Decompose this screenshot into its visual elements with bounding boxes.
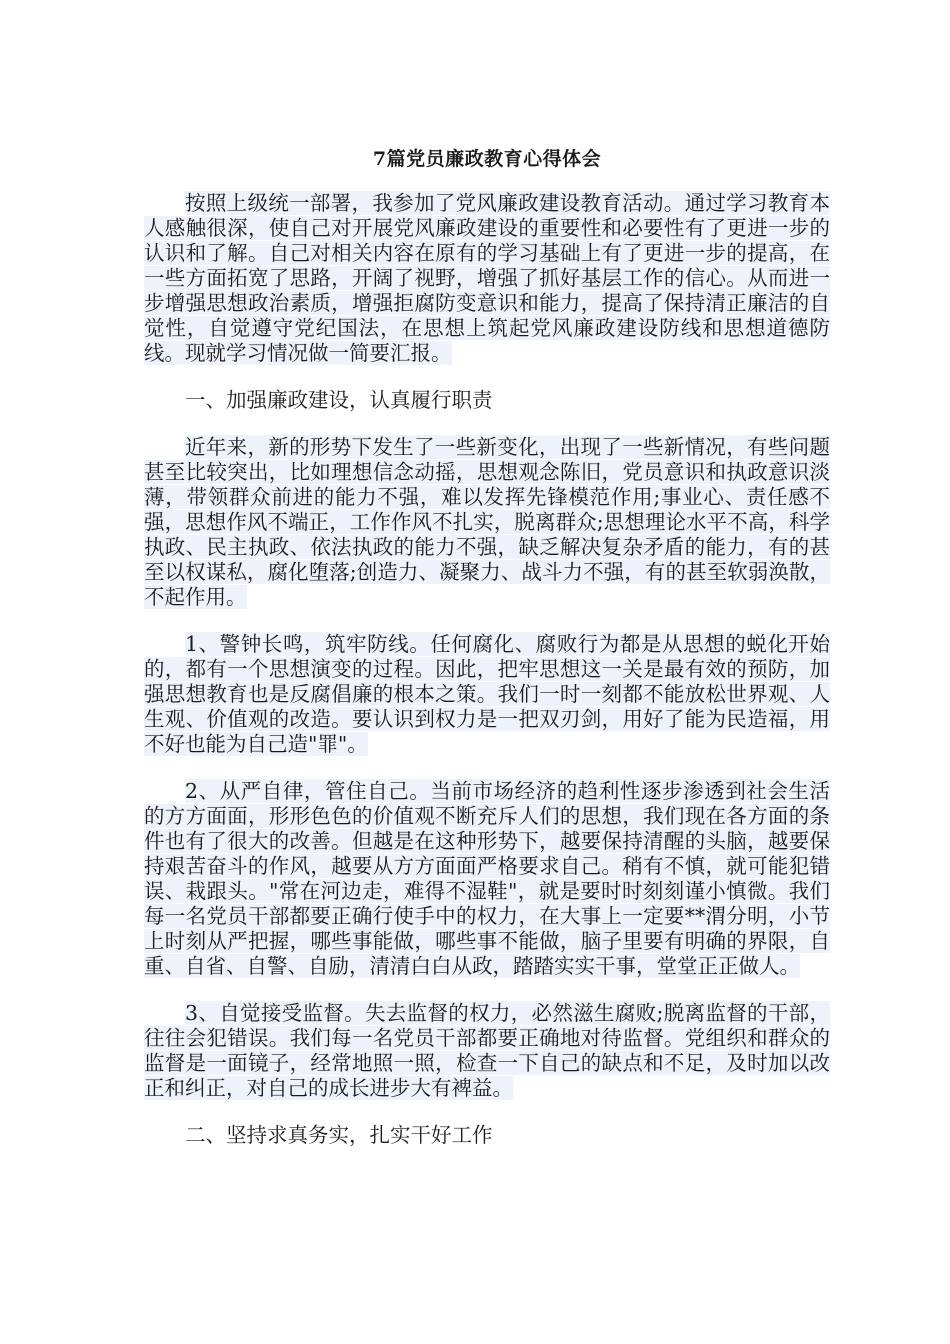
body-paragraph-1 (144, 435, 830, 610)
body-paragraph-1-text: 近年来，新的形势下发生了一些新变化，出现了一些新情况，有些问题甚至比较突出，比如理想信念动摇，思想观念陈旧，党员意识和执政意识淡薄，带领群众前进的能力不强，难以发挥先锋模范作用;事业心、责任感不强，思想作风不端正，工作作风不扎实，脱离群众;思想理论水平不高，科学执政、民主执政、依法执政的能力不强，缺乏解决复杂矛盾的能力，有的甚至以权谋私，腐化堕落;创造力、凝聚力、战斗力不强，有的甚至软弱涣散，不起作用。 (144, 435, 830, 609)
body-paragraph-3 (144, 779, 830, 979)
document-body (144, 143, 830, 1170)
body-paragraph-2-text: 1、警钟长鸣，筑牢防线。任何腐化、腐败行为都是从思想的蜕化开始的，都有一个思想演变的过程。因此，把牢思想这一关是最有效的预防，加强思想教育也是反腐倡廉的根本之策。我们一时一刻都不能放松世界观、人生观、价值观的改造。要认识到权力是一把双刃剑，用好了能为民造福，用不好也能为自己造"罪"。 (144, 632, 830, 756)
body-paragraph-2 (144, 632, 830, 757)
intro-paragraph-text: 按照上级统一部署，我参加了党风廉政建设教育活动。通过学习教育本人感触很深，使自己对开展党风廉政建设的重要性和必要性有了更进一步的认识和了解。自己对相关内容在原有的学习基础上有了更进一步的提高，在一些方面拓宽了思路，开阔了视野，增强了抓好基层工作的信心。从而进一步增强思想政治素质，增强拒腐防变意识和能力，提高了保持清正廉洁的自觉性，自觉遵守党纪国法，在思想上筑起党风廉政建设防线和思想道德防线。现就学习情况做一简要汇报。 (144, 191, 830, 365)
body-paragraph-4-text: 3、自觉接受监督。失去监督的权力，必然滋生腐败;脱离监督的干部，往往会犯错误。我们每一名党员干部都要正确地对待监督。党组织和群众的监督是一面镜子，经常地照一照，检查一下自己的缺点和不足，及时加以改正和纠正，对自己的成长进步大有裨益。 (144, 1001, 830, 1100)
body-paragraph-3-text: 2、从严自律，管住自己。当前市场经济的趋利性逐步渗透到社会生活的方方面面，形形色色的价值观不断充斥人们的思想，我们现在各方面的条件也有了很大的改善。但越是在这种形势下，越要保持清醒的头脑，越要保持艰苦奋斗的作风，越要从方方面面严格要求自己。稍有不慎，就可能犯错误、栽跟头。"常在河边走，难得不湿鞋"，就是要时时刻刻谨小慎微。我们每一名党员干部都要正确行使手中的权力，在大事上一定要**渭分明，小节上时刻从严把握，哪些事能做，哪些事不能做，脑子里要有明确的界限，自重、自省、自警、自励，清清白白从政，踏踏实实干事，堂堂正正做人。 (144, 779, 830, 978)
intro-paragraph (144, 191, 830, 366)
document-title: 7篇党员廉政教育心得体会 (372, 148, 602, 170)
section-heading-2: 二、坚持求真务实，扎实干好工作 (185, 1123, 493, 1147)
section-heading-1: 一、加强廉政建设，认真履行职责 (185, 388, 493, 412)
body-paragraph-4 (144, 1001, 830, 1101)
